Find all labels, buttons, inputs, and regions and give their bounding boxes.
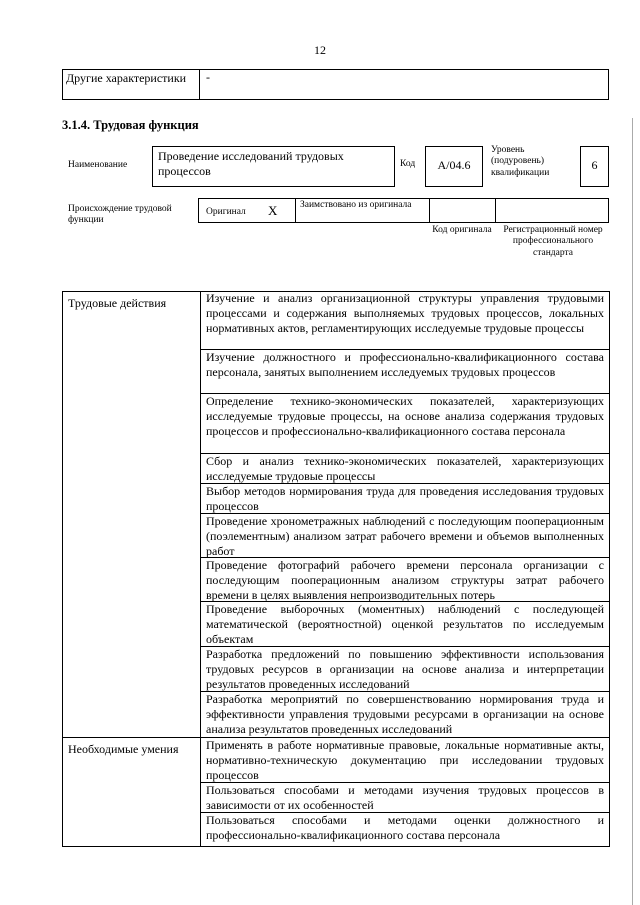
labor-actions-label: Трудовые действия — [68, 296, 167, 310]
labor-action-item: Проведение фотографий рабочего времени персонала организации с последующим пооперационным анализом структуры затрат рабочего времени в целях выявления непроизводительных потерь — [206, 558, 604, 602]
registration-number-caption: Регистрационный номер профессионального стандарта — [503, 225, 603, 258]
code-original-caption: Код оригинала — [432, 225, 492, 235]
qualification-level-value: 6 — [591, 158, 598, 172]
labor-action-item: Выбор методов нормирования труда для проведения исследования трудовых процессов — [206, 484, 604, 513]
code-value: A/04.6 — [437, 158, 471, 172]
origin-divider — [429, 198, 430, 223]
required-skills-label: Необходимые умения — [68, 742, 179, 756]
other-characteristics-label: Другие характеристики — [66, 71, 187, 85]
origin-divider — [495, 198, 496, 223]
function-name-value: Проведение исследований трудовых процессов — [158, 149, 344, 178]
qualification-level-label: Уровень (подуровень) квалификации — [491, 145, 550, 178]
labor-action-item: Проведение выборочных (моментных) наблюдений с последующей математической (вероятностной) оценкой результатов по исследуемым объектам — [206, 602, 604, 646]
required-skill-item: Пользоваться способами и методами оценки должностного и профессионально-квалификационного состава персонала — [206, 813, 604, 842]
other-characteristics-value: - — [206, 70, 210, 84]
table-column-divider — [200, 291, 201, 847]
labor-action-item: Разработка мероприятий по совершенствованию нормирования труда и эффективности управления трудовыми ресурсами в организации на основе анализа результатов проведенных исследований — [206, 692, 604, 736]
page-number: 12 — [314, 43, 326, 57]
scan-edge-line — [632, 118, 633, 905]
borrowed-label: Заимствовано из оригинала — [300, 200, 412, 210]
origin-label: Происхождение трудовой функции — [68, 204, 172, 226]
other-characteristics-divider — [199, 69, 200, 100]
labor-action-item: Определение технико-экономических показателей, характеризующих исследуемые трудовые процессы, на основе анализа содержания трудовых процессов и профессионально-квалификационного состава персонала — [206, 394, 604, 438]
labor-action-item: Проведение хронометражных наблюдений с последующим пооперационным (поэлементным) анализом затрат рабочего времени и объемов выполненных работ — [206, 514, 604, 558]
labor-action-item: Разработка предложений по повышению эффективности использования трудовых ресурсов в организации на основе анализа и интерпретации результатов проведенных исследований — [206, 647, 604, 691]
origin-divider — [295, 198, 296, 223]
required-skill-item: Пользоваться способами и методами изучения трудовых процессов в зависимости от их особенностей — [206, 783, 604, 812]
labor-action-item: Изучение и анализ организационной структуры управления трудовыми процессами и содержания выполняемых трудовых процессов, локальных нормативных актов, регламентирующих исследуемые трудовые процессы — [206, 291, 604, 335]
labor-action-item: Сбор и анализ технико-экономических показателей, характеризующих исследуемые трудовые процессы — [206, 454, 604, 483]
labor-action-item: Изучение должностного и профессионально-квалификационного состава персонала, занятых выполнением исследуемых трудовых процессов — [206, 350, 604, 379]
original-mark: X — [268, 203, 278, 218]
required-skill-item: Применять в работе нормативные правовые, локальные нормативные акты, нормативно-техническую документацию при исследовании трудовых процессов — [206, 738, 604, 782]
section-title: 3.1.4. Трудовая функция — [62, 118, 199, 132]
code-label: Код — [400, 159, 416, 169]
original-label: Оригинал — [206, 207, 246, 217]
name-label: Наименование — [68, 160, 128, 170]
